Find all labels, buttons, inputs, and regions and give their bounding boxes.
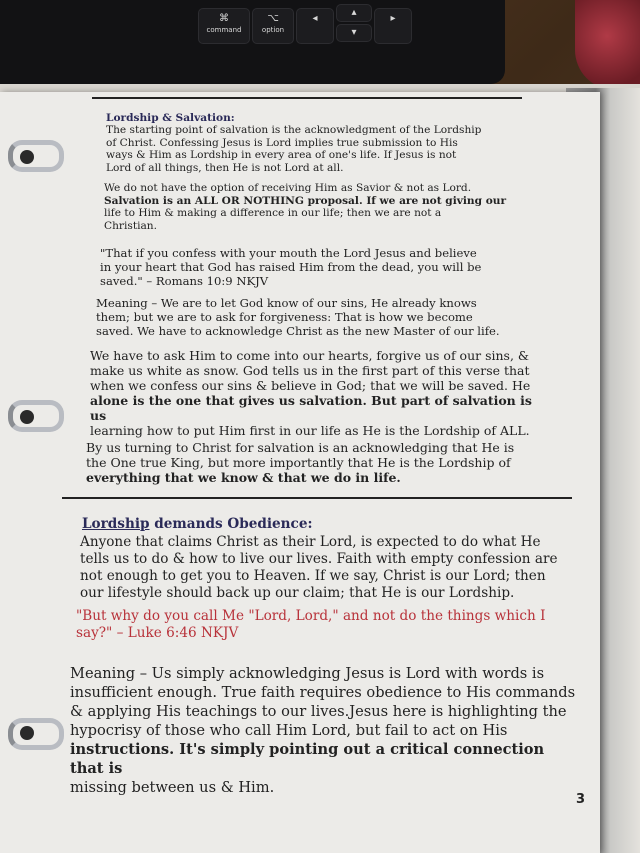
binder-ring — [8, 400, 64, 432]
option-key: ⌥ option — [252, 8, 294, 44]
text-line: Anyone that claims Christ as their Lord, is expected to do what He — [80, 534, 541, 550]
text-line: saved. We have to acknowledge Christ as the new Master of our life. — [96, 324, 500, 338]
text-line: of Christ. Confessing Jesus is Lord implies true submission to His — [106, 136, 458, 149]
binder-ring — [8, 718, 64, 750]
text-line: "That if you confess with your mouth the Lord Jesus and believe — [100, 246, 477, 260]
text-line: life to Him & making a difference in our life; then we are not a — [104, 207, 442, 220]
text-line: The starting point of salvation is the acknowledgment of the Lordship — [106, 124, 482, 136]
paragraph — [106, 124, 526, 174]
text-line: when we confess our sins & believe in God; that we will be saved. He — [90, 378, 531, 393]
text-line: our lifestyle should back up our claim; that He is our Lordship. — [80, 585, 515, 601]
section-lordship-salvation — [106, 112, 526, 125]
text-line: learning how to put Him first in our life as He is the Lordship of ALL. — [90, 423, 530, 438]
text-line: alone is the one that gives us salvation. But part of salvation is us — [90, 393, 532, 423]
section-lordship-obedience — [82, 516, 562, 533]
text-line: We do not have the option of receiving Him as Savior & not as Lord. — [104, 182, 472, 194]
text-line: & applying His teachings to our lives.Jesus here is highlighting the — [70, 703, 567, 720]
text-line: make us white as snow. God tells us in the first part of this verse that — [90, 363, 530, 378]
text-line: saved." – Romans 10:9 NKJV — [100, 274, 269, 288]
text-line: ways & Him as Lordship in every area of one's life. If Jesus is not — [106, 149, 457, 162]
text-line: them; but we are to ask for forgiveness: That is how we become — [96, 310, 473, 324]
scripture-quote — [76, 608, 572, 642]
page-number: 3 — [576, 792, 586, 807]
text-line: tells us to do & how to live our lives. Faith with empty confession are — [80, 551, 558, 567]
text-line: everything that we know & that we do in life. — [86, 470, 401, 485]
text-line: hypocrisy of those who call Him Lord, but fail to act on His — [70, 722, 508, 739]
scripture-quote — [100, 246, 530, 288]
laptop-keyboard — [0, 0, 505, 84]
text-line: Salvation is an ALL OR NOTHING proposal. If we are not giving our — [104, 194, 507, 207]
text-line: Lord of all things, then He is not Lord at all. — [106, 161, 344, 174]
paragraph — [80, 534, 570, 602]
arrow-left-key: ◂ — [296, 8, 334, 44]
text-line: "But why do you call Me "Lord, Lord," and not do the things which I — [76, 608, 546, 624]
text-line: the One true King, but more importantly that He is the Lordship of — [86, 455, 511, 470]
arrow-down-key: ▾ — [336, 24, 372, 42]
text-line: We have to ask Him to come into our hearts, forgive us of our sins, & — [90, 348, 530, 363]
red-knit-object — [575, 0, 640, 90]
paragraph — [70, 664, 580, 797]
paragraph — [96, 296, 536, 338]
section-heading: Lordship & Salvation: — [106, 112, 235, 124]
text-line: instructions. It's simply pointing out a critical connection that is — [70, 741, 545, 777]
command-key: ⌘ command — [198, 8, 250, 44]
paragraph — [104, 182, 530, 232]
text-line: insufficient enough. True faith requires obedience to His commands — [70, 684, 576, 701]
paragraph — [86, 440, 546, 485]
text-line: missing between us & Him. — [70, 779, 275, 796]
binder-ring — [8, 140, 64, 172]
section-heading — [82, 516, 562, 533]
section-divider — [62, 497, 572, 499]
text-line: Christian. — [104, 219, 157, 232]
heading-lordship: Lordship — [82, 516, 150, 532]
paragraph — [90, 348, 540, 438]
text-line: in your heart that God has raised Him from the dead, you will be — [100, 260, 482, 274]
text-line: By us turning to Christ for salvation is an acknowledging that He is — [86, 440, 515, 455]
heading-rest: demands Obedience: — [149, 516, 313, 532]
top-divider — [92, 97, 522, 99]
text-line: Meaning – We are to let God know of our sins, He already knows — [96, 296, 477, 310]
text-line: not enough to get you to Heaven. If we say, Christ is our Lord; then — [80, 568, 546, 584]
arrow-right-key: ▸ — [374, 8, 412, 44]
arrow-up-key: ▴ — [336, 4, 372, 22]
text-line: say?" – Luke 6:46 NKJV — [76, 625, 239, 641]
text-line: Meaning – Us simply acknowledging Jesus is Lord with words is — [70, 665, 545, 682]
